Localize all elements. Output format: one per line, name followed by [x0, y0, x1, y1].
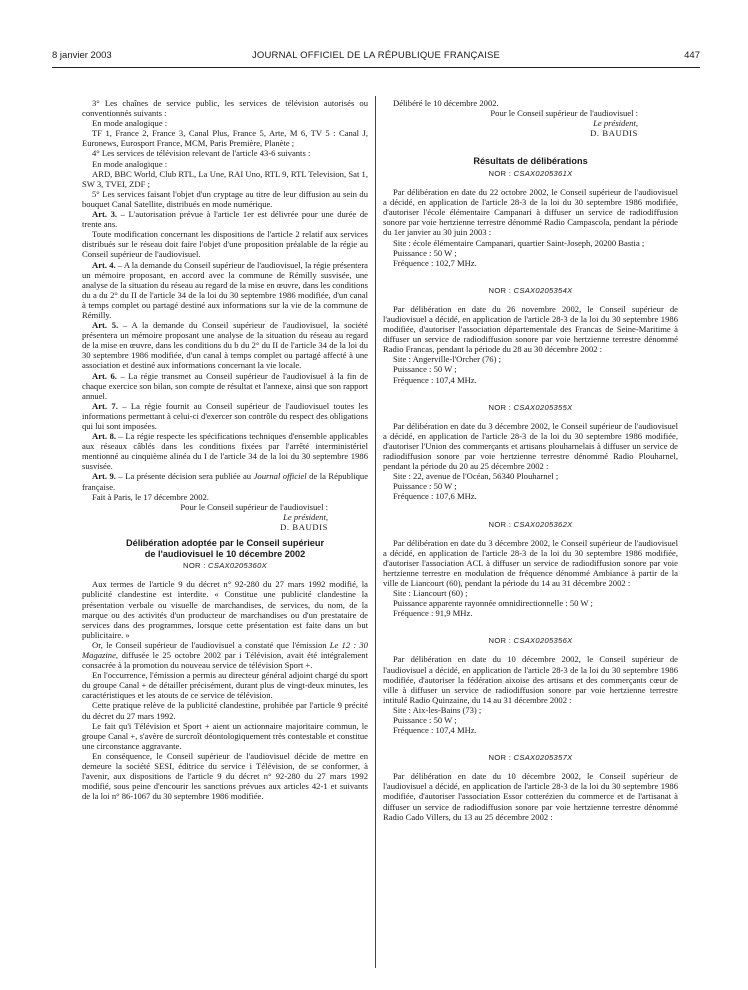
article-text: – A la demande du Conseil supérieur de l'audiovisuel, la régie présentera un mémoire proposant, en accord avec la commune de Rémilly susvisée, une analyse de la situation du réseau au regard de la mise en œuvre, dans les conditions du a du 2° du II de l'article 34 de la loi du 30 septembre 1986 modifiée, d'un canal à temps complet ou partagé destiné aux informations sur la vie de la commune de Rémilly. — [82, 259, 369, 320]
nor-reference — [383, 403, 678, 413]
deliberation-text: Par délibération en date du 3 décembre 2002, le Conseil supérieur de l'audiovisuel a décidé, en application de l'article 28-3 de la loi du 30 septembre 1986 modifiée, d'autoriser l'association ACL à diffuser un service de radiodiffusion sonore par voie hertzienne terrestre en modulation de fréquence dénommé Ambiance à partir de la ville de Liancourt (60), pendant la période du 14 au 31 décembre 2002 : — [383, 537, 678, 588]
paragraph: 4° Les services de télévision relevant de l'article 43-6 suivants : — [92, 148, 311, 159]
paragraph: ARD, BBC World, Club RTL, La Une, RAI Uno, RTL 9, RTL Television, Sat 1, SW 3, TVEI, ZDF ; — [82, 168, 368, 189]
article-6 — [82, 371, 368, 401]
right-column — [383, 98, 678, 822]
site-line: Site : Liancourt (60) ; — [393, 588, 468, 599]
nor-code: CSAX0205355X — [513, 402, 573, 412]
signature-block — [82, 502, 368, 532]
article-7 — [82, 401, 368, 431]
article-5 — [82, 320, 368, 370]
article-label: Art. 6. — [92, 370, 117, 381]
paragraph: 3° Les chaînes de service public, les services de télévision autorisés ou conventionnés suivants : — [82, 98, 368, 119]
article-4 — [82, 260, 368, 321]
paragraph: Le fait qu'i Télévision et Sport + aient un actionnaire majoritaire commun, le groupe Canal +, s'avère de surcroît déontologiquement très contestable et constitue une circonstance aggravante. — [82, 720, 368, 751]
nor-code: CSAX0205356X — [513, 636, 573, 646]
site-line: Site : école élémentaire Campanari, quartier Saint-Joseph, 20200 Bastia ; — [393, 237, 645, 248]
deliberation-text: Par délibération en date du 22 octobre 2002, le Conseil supérieur de l'audiovisuel a décidé, en application de l'article 28-3 de la loi du 30 septembre 1986 modifiée, d'autoriser l'école élémentaire Campanari à diffuser un service de radiodiffusion sonore par voie hertzienne terrestre dénommé Radio Campascola, pendant la période du 1er janvier au 30 juin 2003 : — [383, 187, 678, 238]
section-title-line: Délibération adoptée par le Conseil supérieur — [125, 538, 325, 549]
article-text: – La régie fournit au Conseil supérieur de l'audiovisuel toutes les informations permettant à celui-ci d'exercer son contrôle du respect des obligations qui lui sont imposées. — [82, 400, 368, 431]
column-divider — [375, 96, 376, 968]
paragraph: En l'occurrence, l'émission a permis au directeur général adjoint chargé du sport du groupe Canal + de détailler précisément, durant plus de vingt-deux minutes, les caractéristiques et les atouts de ce service de télévision. — [82, 670, 368, 701]
frequency-line: Fréquence : 107,4 MHz. — [393, 374, 477, 385]
text-run: , diffusée le 25 octobre 2002 par i Télévision, avait été intégralement consacrée à la promotion du nouveau service de télévision Sport +. — [82, 649, 368, 671]
page-number: 447 — [684, 50, 700, 61]
deliberation-text: Par délibération en date du 10 décembre 2002, le Conseil supérieur de l'audiovisuel a décidé, en application de l'article 28-3 de la loi du 30 septembre 1986 modifiée, d'autoriser l'association Essor cotterézien du commerce et de l'artisanat à diffuser un service de radiodiffusion sonore par voie hertzienne terrestre dénommé Radio Cado Villers, du 13 au 25 décembre 2002 : — [383, 771, 678, 822]
paragraph: 5° Les services faisant l'objet d'un cryptage au titre de leur diffusion au sein du bouquet Canal Satellite, distribués en mode numérique. — [82, 188, 368, 209]
article-text: – A la demande du Conseil supérieur de l'audiovisuel, la société présentera un mémoire proposant une analyse de la situation du réseau au regard de la mise en œuvre, dans les conditions du b du 2° du II de l'article 34 de la loi du 30 septembre 1986 modifiée, d'un canal à temps complet ou partagé affecté à une association et destiné aux informations concernant la vie locale. — [82, 320, 368, 371]
page-header — [52, 50, 700, 64]
article-label: Art. 8. — [92, 431, 117, 442]
article-text: – La régie respecte les spécifications techniques d'ensemble applicables aux réseaux câblés dans les conditions fixées par l'arrêté interministériel mentionné au cinquième alinéa du I de l'article 34 de la loi du 30 septembre 1986 susvisée. — [82, 431, 368, 472]
article-3 — [82, 209, 368, 229]
nor-code: CSAX0205357X — [513, 753, 573, 763]
section-title: Résultats de délibérations — [473, 156, 588, 167]
nor-code: CSAX0205362X — [513, 519, 573, 529]
deliberation-text: Par délibération en date du 26 novembre 2002, le Conseil supérieur de l'audiovisuel a décidé, en application de l'article 28-3 de la loi du 30 septembre 1986 modifiée, d'autoriser l'association départementale des Francas de Seine-Maritime à diffuser un service de radiodiffusion sonore par voie hertzienne terrestre dénommé Radio Francas, pendant la période du 28 au 30 décembre 2002 : — [383, 303, 678, 355]
section-title-line: de l'audiovisuel le 10 décembre 2002 — [144, 548, 306, 559]
spacer — [383, 618, 678, 634]
power-line: Puissance apparente rayonnée omnidirectionnelle : 50 W ; — [393, 598, 593, 609]
article-label: Art. 4. — [92, 259, 116, 270]
site-line: Site : Angerville-l'Orcher (76) ; — [393, 354, 501, 365]
frequency-line: Fréquence : 107,6 MHz. — [393, 491, 477, 502]
left-column — [82, 98, 368, 801]
paragraph: Toute modification concernant les dispositions de l'article 2 relatif aux services distribués sur le réseau doit faire l'objet d'une proposition préalable de la régie au Conseil supérieur de l'audiovisuel. — [82, 229, 368, 260]
nor-label: NOR : — [488, 753, 514, 763]
article-9 — [82, 471, 368, 491]
nor-label: NOR : — [183, 561, 209, 571]
article-label: Art. 7. — [92, 400, 118, 411]
paragraph: TF 1, France 2, France 3, Canal Plus, France 5, Arte, M 6, TV 5 : Canal J, Euronews, Eurosport France, MCM, Paris Première, Planète ; — [82, 128, 368, 149]
spacer — [383, 138, 678, 150]
nor-code: CSAX0205361X — [513, 168, 573, 178]
paragraph: Cette pratique relève de la publicité clandestine, prohibée par l'article 9 précité du décret du 27 mars 1992. — [82, 700, 368, 721]
paragraph — [82, 640, 368, 670]
spacer — [383, 735, 678, 751]
power-line: Puissance : 50 W ; — [393, 364, 457, 375]
nor-reference — [82, 561, 368, 571]
signature-role: Le président, — [283, 511, 328, 522]
nor-label: NOR : — [488, 285, 514, 295]
spacer — [383, 502, 678, 518]
nor-label: NOR : — [488, 636, 514, 646]
header-rule — [52, 67, 700, 68]
journal-title: JOURNAL OFFICIEL DE LA RÉPUBLIQUE FRANÇAISE — [251, 50, 501, 61]
section-title — [82, 538, 368, 559]
article-text: – L'autorisation prévue à l'article 1er est délivrée pour une durée de trente ans. — [82, 209, 368, 230]
paragraph: En mode analogique : — [92, 158, 168, 169]
signature-name: D. BAUDIS — [590, 128, 638, 139]
nor-reference — [383, 520, 678, 530]
nor-reference — [383, 753, 678, 763]
nor-label: NOR : — [488, 168, 514, 178]
signature-line: Pour le Conseil supérieur de l'audiovisuel : — [180, 501, 328, 512]
frequency-line: Fréquence : 107,4 MHz. — [393, 725, 477, 736]
paragraph: Aux termes de l'article 9 du décret n° 92-280 du 27 mars 1992 modifié, la publicité clandestine est interdite. « Constitue une publicité clandestine la présentation verbale ou visuelle de marchandises, de services, du nom, de la marque ou des activités d'un producteur de marchandises ou d'un prestataire de services dans des programmes, lorsque cette présentation est faite dans un but publicitaire. » — [82, 579, 368, 640]
nor-code: CSAX0205354X — [513, 285, 573, 295]
signing-place-date: Fait à Paris, le 17 décembre 2002. — [92, 491, 209, 502]
nor-reference — [383, 286, 678, 296]
spacer — [383, 385, 678, 401]
power-line: Puissance : 50 W ; — [393, 481, 457, 492]
article-label: Art. 5. — [92, 320, 119, 331]
journal-name: Journal officiel — [253, 471, 307, 482]
power-line: Puissance : 50 W ; — [393, 715, 457, 725]
signature-line: Pour le Conseil supérieur de l'audiovisuel : — [490, 108, 638, 119]
text-run: Or, le Conseil supérieur de l'audiovisuel a constaté que l'émission — [92, 639, 330, 650]
nor-label: NOR : — [488, 402, 514, 412]
nor-reference — [383, 636, 678, 646]
article-label: Art. 3. — [92, 209, 118, 220]
power-line: Puissance : 50 W ; — [393, 247, 457, 258]
deliberation-text: Par délibération en date du 3 décembre 2002, le Conseil supérieur de l'audiovisuel a décidé, en application de l'article 28-3 de la loi du 30 septembre 1986 modifiée, d'autoriser l'Union des commerçants et artisans plouharnelais à diffuser un service de radiodiffusion sonore par voie hertzienne terrestre dénommé Radio Plouharnel, pendant la période du 20 au 25 décembre 2002 : — [383, 420, 678, 472]
article-text: – La présente décision sera publiée au — [115, 471, 254, 482]
site-line: Site : Aix-les-Bains (73) ; — [393, 704, 482, 715]
deliberation-text: Par délibération en date du 10 décembre 2002, le Conseil supérieur de l'audiovisuel a décidé, en application de l'article 28-3 de la loi du 30 septembre 1986 modifiée, d'autoriser la fédération aixoise des artisans et des commerçants cœur de ville à diffuser un service de radiodiffusion sonore par voie hertzienne terrestre intitulé Radio Quinzaine, du 14 au 31 décembre 2002 : — [383, 654, 678, 705]
article-text: – La régie transmet au Conseil supérieur de l'audiovisuel à la fin de chaque exercice son bilan, son compte de résultat et l'annexe, ainsi que son rapport annuel. — [82, 370, 369, 401]
signature-name: D. BAUDIS — [280, 521, 328, 532]
frequency-line: Fréquence : 91,9 MHz. — [393, 608, 473, 619]
article-8 — [82, 431, 368, 471]
signature-block — [383, 108, 678, 138]
deliberation-date: Délibéré le 10 décembre 2002. — [393, 98, 499, 108]
article-label: Art. 9. — [92, 471, 116, 482]
program-name: Le 12 : 30 Magazine — [82, 639, 368, 660]
spacer — [383, 268, 678, 284]
article-text: de la République française. — [82, 471, 369, 492]
nor-label: NOR : — [488, 519, 514, 529]
nor-reference — [383, 169, 678, 179]
frequency-line: Fréquence : 102,7 MHz. — [393, 257, 477, 268]
site-line: Site : 22, avenue de l'Océan, 56340 Plouharnel ; — [393, 471, 559, 482]
signature-role: Le président, — [593, 118, 638, 129]
paragraph: En conséquence, le Conseil supérieur de l'audiovisuel décide de mettre en demeure la société SESI, éditrice du service i Télévision, de se conformer, à l'avenir, aux dispositions de l'article 9 du décret n° 92-280 du 27 mars 1992 modifié, sous peine d'encourir les sanctions prévues aux articles 42-1 et suivants de la loi n° 86-1067 du 30 septembre 1986 modifiée. — [82, 750, 368, 802]
nor-code: CSAX0205360X — [208, 561, 267, 571]
paragraph: En mode analogique : — [92, 118, 168, 129]
header-date: 8 janvier 2003 — [52, 50, 112, 61]
